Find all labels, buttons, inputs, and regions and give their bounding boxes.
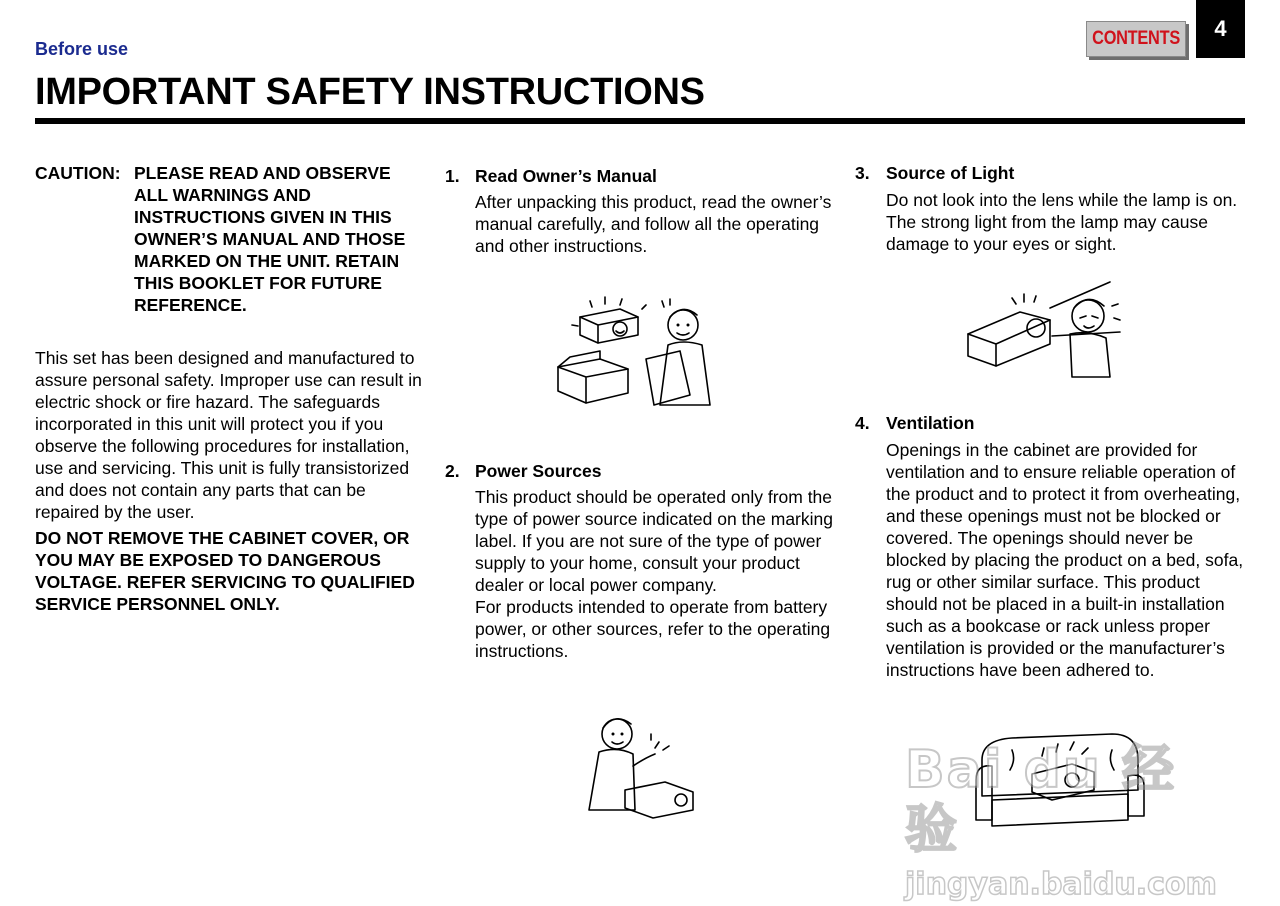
caution-block <box>35 162 425 316</box>
baidu-watermark <box>905 740 1217 902</box>
section-label: Before use <box>35 39 129 59</box>
caution-text: PLEASE READ AND OBSERVE ALL WARNINGS AND INSTRUCTIONS GIVEN IN THIS OWNER’S MANUAL AND THOSE MARKED ON THE UNIT. RETAIN THIS BOOKLET FOR FUTURE REFERENCE. <box>134 163 406 315</box>
item-3-body: Do not look into the lens while the lamp is on. The strong light from the lamp may cause damage to your eyes or sight. <box>886 190 1238 254</box>
item-2-body-continued: For products intended to operate from battery power, or other sources, refer to the operating instructions. <box>475 597 831 661</box>
caution-label: CAUTION: <box>35 163 121 183</box>
item-2-number: 2. <box>445 461 460 481</box>
item-4-title: Ventilation <box>886 413 975 433</box>
page-title: IMPORTANT SAFETY INSTRUCTIONS <box>35 71 705 113</box>
page-number: 4 <box>1196 0 1245 58</box>
item-3-number: 3. <box>855 163 870 183</box>
intro-paragraph: This set has been designed and manufactured to assure personal safety. Improper use can result in electric shock or fire hazard. The safeguards incorporated in this unit will protect you if you observe the following procedures for installation, use and servicing. This unit is fully transistorized and does not contain any parts that can be repaired by the user. <box>35 348 422 522</box>
title-divider <box>35 118 1245 124</box>
item-1-number: 1. <box>445 166 460 186</box>
item-2-title: Power Sources <box>475 461 602 481</box>
watermark-line-1: Bai du 经验 <box>905 740 1176 860</box>
contents-button-label: CONTENTS <box>1092 28 1180 49</box>
power-source-illustration <box>585 710 705 820</box>
item-1-body: After unpacking this product, read the owner’s manual carefully, and follow all the operating and other instructions. <box>475 192 832 256</box>
item-3-title: Source of Light <box>886 163 1015 183</box>
item-1-title: Read Owner’s Manual <box>475 166 657 186</box>
warning-paragraph: DO NOT REMOVE THE CABINET COVER, OR YOU MAY BE EXPOSED TO DANGEROUS VOLTAGE. REFER SERVICING TO QUALIFIED SERVICE PERSONNEL ONLY. <box>35 528 415 614</box>
item-2-body: This product should be operated only from the type of power source indicated on the marking label. If you are not sure of the type of power supply to your home, consult your product dealer or local power company. <box>475 487 833 595</box>
item-4-body: Openings in the cabinet are provided for ventilation and to ensure reliable operation of the product and to protect it from overheating, and these openings must not be blocked or covered. The openings should never be blocked by placing the product on a bed, sofa, rug or other similar surface. This product should not be placed in a built-in installation such as a bookcase or rack unless proper ventilation is provided or the manufacturer’s instructions have been adhered to. <box>886 440 1244 680</box>
read-manual-illustration <box>550 295 720 415</box>
watermark-line-2: jingyan.baidu.com <box>905 867 1217 902</box>
item-4-number: 4. <box>855 413 870 433</box>
source-of-light-illustration <box>960 272 1135 382</box>
contents-button[interactable] <box>1086 21 1186 57</box>
